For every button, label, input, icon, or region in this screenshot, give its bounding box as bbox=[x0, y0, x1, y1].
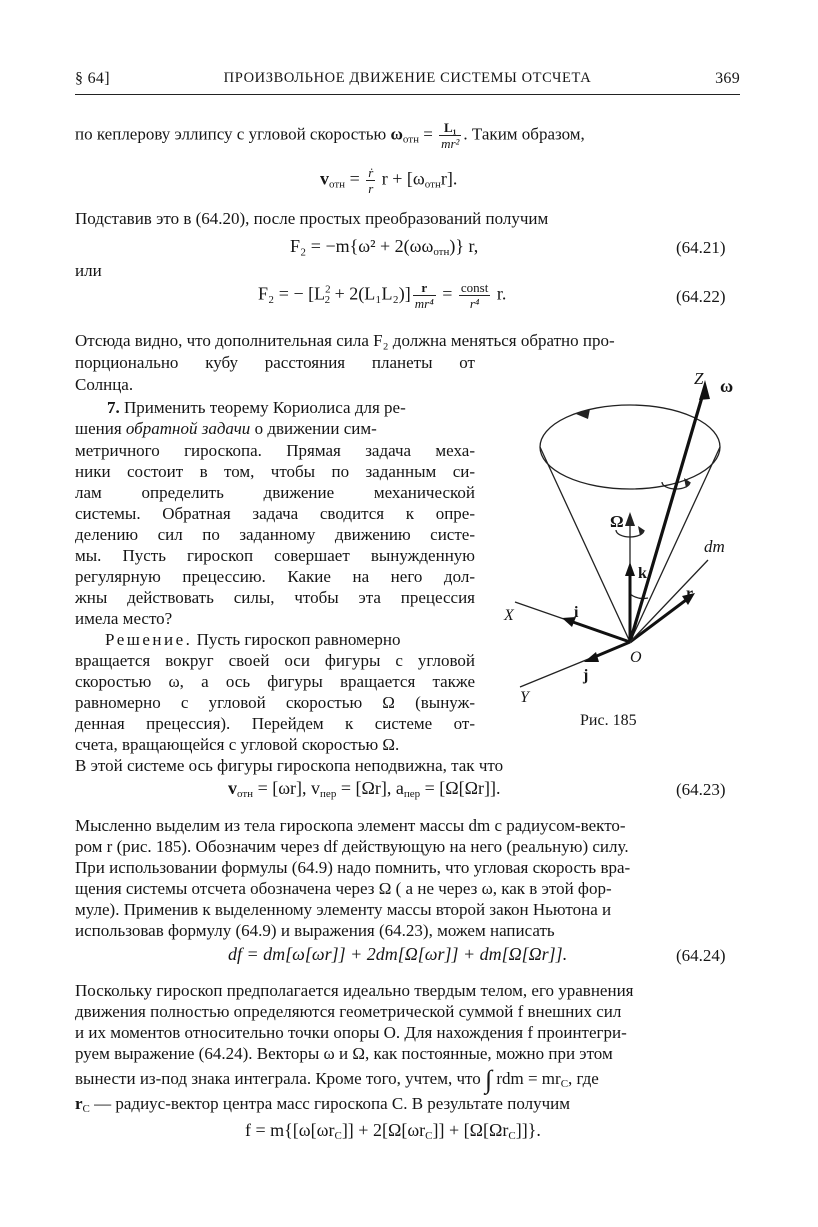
item-7-line: ники состоит в том, чтобы по заданным си- bbox=[75, 462, 475, 481]
item-7-line: регулярную прецессию. Какие на него дол- bbox=[75, 567, 475, 586]
equation-number-64-23: (64.23) bbox=[676, 780, 726, 799]
j-arrowhead bbox=[584, 652, 599, 662]
label-big-omega: Ω bbox=[610, 512, 624, 531]
label-j: j bbox=[583, 667, 589, 684]
para4-line: щения системы отсчета обозначена через Ω ( а не через ω, как в этой фор- bbox=[75, 879, 612, 898]
page-number: 369 bbox=[715, 70, 740, 87]
item-7-line: мы. Пусть гироскоп совершает вынужденную bbox=[75, 546, 475, 565]
final-equation: $f = m\{[\omega[\omega r_C]] + 2[\Omega[\omega r_C]] + [\Omega[\Omega r_C]]\}$. bbox=[245, 1120, 541, 1142]
running-header bbox=[75, 70, 740, 92]
text-after-figure: В этой системе ось фигуры гироскопа неподвижна, так что bbox=[75, 756, 504, 775]
cone-side-left bbox=[540, 447, 630, 642]
solution-line: вращается вокруг своей оси фигуры с угловой bbox=[75, 651, 475, 670]
equation-64-21: $F_2 = -m\{\omega^2 + 2(\omega\omega_{отн})\}$ r, bbox=[290, 236, 479, 258]
figure-caption: Рис. 185 bbox=[580, 712, 637, 729]
label-omega: ω bbox=[720, 376, 734, 396]
para4-line: использовав формулу (64.9) и выражения (64.23), можем написать bbox=[75, 921, 555, 940]
i-vector bbox=[570, 621, 630, 642]
text-line-1: по кеплерову эллипсу с угловой скоростью $\omega_{отн}$ = $\frac{\text{L₁}}{\text{mr²}}$ . Таким образом, bbox=[75, 120, 585, 151]
label-o: O bbox=[630, 649, 642, 666]
header-title: ПРОИЗВОЛЬНОЕ ДВИЖЕНИЕ СИСТЕМЫ ОТСЧЕТА bbox=[223, 70, 592, 86]
equation-number-64-22: (64.22) bbox=[676, 287, 726, 306]
z-arrowhead bbox=[625, 512, 635, 526]
gyroscope-diagram bbox=[490, 362, 750, 752]
solution-line: денная прецессия). Перейдем к системе от- bbox=[75, 714, 475, 733]
label-dm: dm bbox=[704, 537, 725, 556]
text-para3-line2: порционально кубу расстояния планеты от bbox=[75, 353, 475, 372]
para4-line: При использовании формулы (64.9) надо помнить, что угловая скорость вра- bbox=[75, 858, 631, 877]
para4-line: Мысленно выделим из тела гироскопа элемент массы dm с радиусом-векто- bbox=[75, 816, 626, 835]
omega-rotation-arrow bbox=[638, 526, 644, 536]
omega-vector bbox=[630, 387, 705, 642]
equation-number-64-24: (64.24) bbox=[676, 946, 726, 965]
fraction: $\frac{\text{L₁}}{\text{mr²}}$ bbox=[441, 120, 460, 151]
item-7-line: метричного гироскопа. Прямая задача меха- bbox=[75, 441, 475, 460]
equation-v-otn: $v_{отн}$ = $\frac{\text{ṙ}}{r}$ $r + [\omega_{отн}r]$. bbox=[320, 165, 458, 196]
item-7-line: жны действовать силы, чтобы эта прецессия bbox=[75, 588, 475, 607]
text-para3-line1: Отсюда видно, что дополнительная сила F₂ должна меняться обратно про- bbox=[75, 331, 615, 350]
para5-line: движения полностью определяются геометрической суммой f внешних сил bbox=[75, 1002, 622, 1021]
equation-64-24: df = dm[ω[ωr]] + 2dm[Ω[ωr]] + dm[Ω[Ωr]]. bbox=[228, 944, 568, 964]
or-word: или bbox=[75, 261, 102, 280]
solution-line1: Решение. Пусть гироскоп равномерно bbox=[105, 630, 401, 649]
solution-line: равномерно с угловой скоростью Ω (вынуж- bbox=[75, 693, 475, 712]
section-ref: § 64] bbox=[75, 70, 110, 87]
equation-64-23: $v_{отн} = [\omega r]$, $v_{пер} = [\Omega r]$, $a_{пер} = [\Omega[\Omega r]]$. bbox=[228, 778, 501, 800]
text-para3-line3: Солнца. bbox=[75, 375, 134, 394]
j-vector bbox=[592, 642, 630, 658]
solution-line: скоростью ω, а ось фигуры вращается также bbox=[75, 672, 475, 691]
label-i: i bbox=[574, 604, 579, 621]
figure-185 bbox=[490, 362, 750, 752]
r-vector bbox=[630, 597, 690, 642]
equation-64-22: F₂ = − $[L^2_2 + 2(L_1L_2)]$ $\frac{r}{\text{mr⁴}}$ = $\frac{\text{const}}{\text{r⁴}}$ r. bbox=[258, 280, 507, 311]
para5-line5: вынести из-под знака интеграла. Кроме того, учтем, что ∫ rdm = $mr_C$, где bbox=[75, 1065, 599, 1094]
equation-number-64-21: (64.21) bbox=[676, 238, 726, 257]
para4-line: ром r (рис. 185). Обозначим через df действующую на него (реальную) силу. bbox=[75, 837, 629, 856]
solution-line: счета, вращающейся с угловой скоростью Ω. bbox=[75, 735, 400, 754]
para5-line6: $r_C$ — радиус-вектор центра масс гироскопа C. В результате получим bbox=[75, 1094, 570, 1115]
item-7-line1: 7. Применить теорему Кориолиса для ре- bbox=[107, 398, 406, 417]
label-x: X bbox=[504, 607, 514, 624]
para5-line: Поскольку гироскоп предполагается идеально твердым телом, его уравнения bbox=[75, 981, 634, 1000]
cone-ellipse bbox=[540, 405, 720, 489]
text-line-podstaviv: Подставив это в (64.20), после простых преобразований получим bbox=[75, 209, 549, 228]
para4-line: муле). Применив к выделенному элементу массы второй закон Ньютона и bbox=[75, 900, 612, 919]
para5-line: и их моментов относительно точки опоры O. Для нахождения f проинтегри- bbox=[75, 1023, 627, 1042]
item-7-line: имела место? bbox=[75, 609, 173, 628]
item-7-line2: шения обратной задачи о движении сим- bbox=[75, 419, 377, 438]
item-7-line: лам определить движение механической bbox=[75, 483, 475, 502]
label-y: Y bbox=[520, 689, 529, 706]
header-rule bbox=[75, 94, 740, 95]
label-z: Z bbox=[694, 369, 704, 388]
item-7-line: системы. Обратная задача сводится к опре- bbox=[75, 504, 475, 523]
item-7-line: делению сил по заданному движению систе- bbox=[75, 525, 475, 544]
k-arrowhead bbox=[625, 562, 635, 576]
para5-line: руем выражение (64.24). Векторы ω и Ω, как постоянные, можно при этом bbox=[75, 1044, 613, 1063]
label-r: r bbox=[686, 585, 694, 602]
label-k: k bbox=[638, 565, 647, 582]
